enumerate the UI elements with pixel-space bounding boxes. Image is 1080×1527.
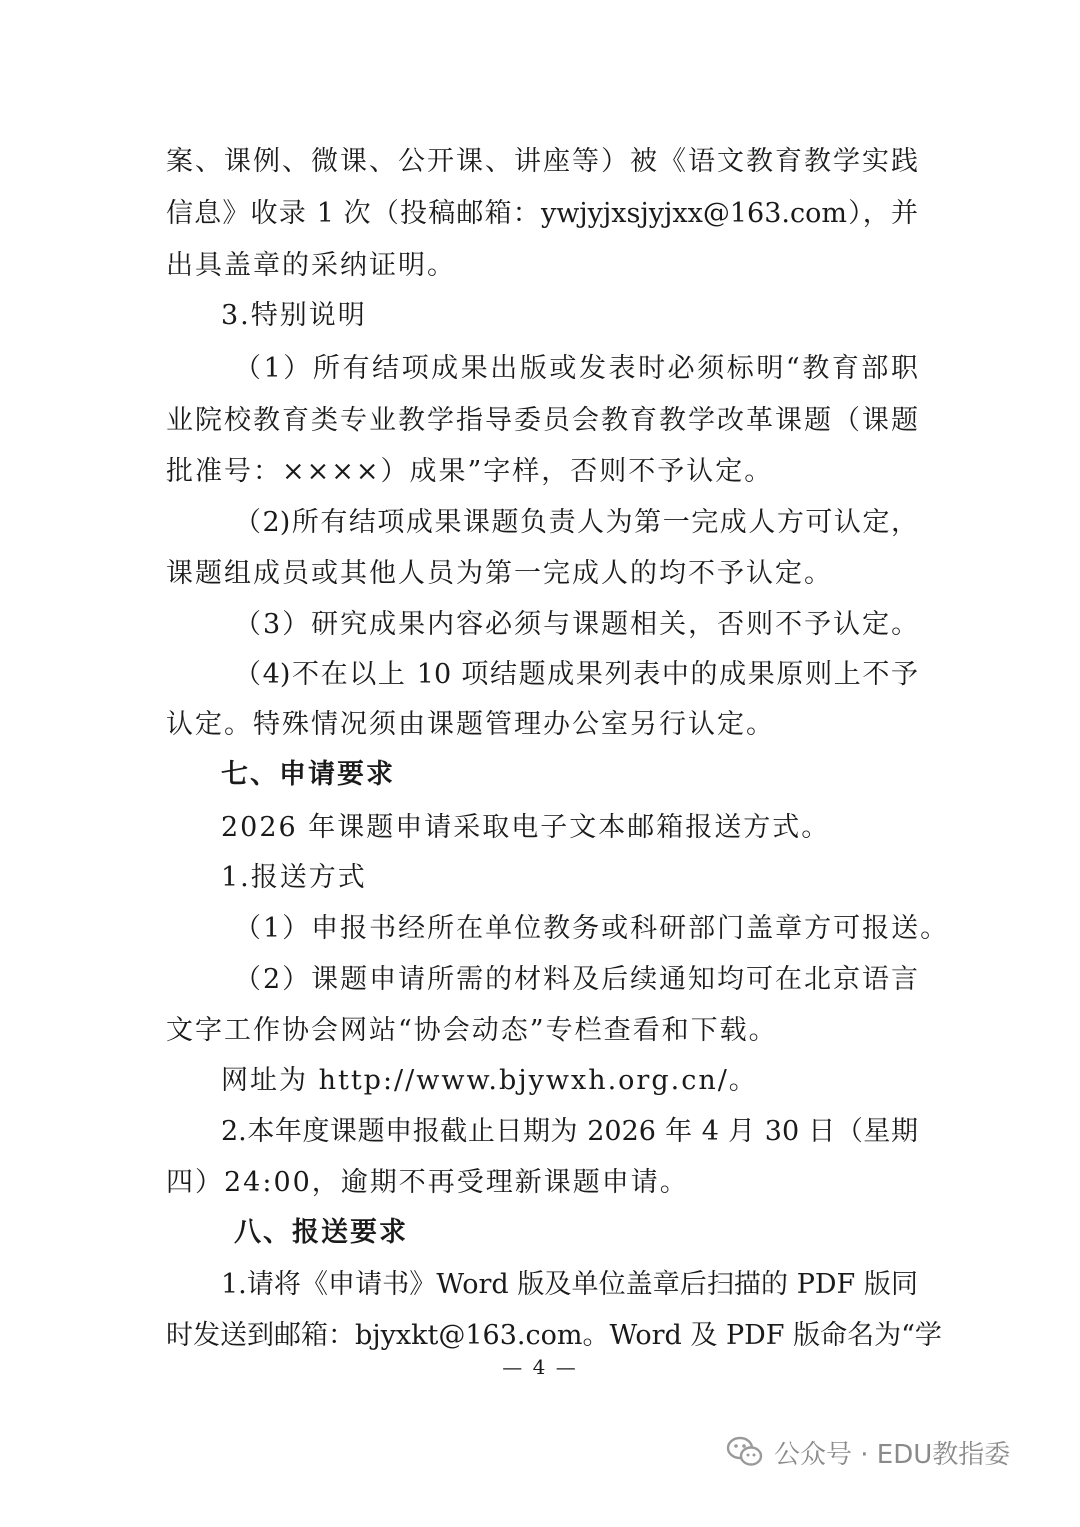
body-line: 批准号：××××）成果”字样，否则不予认定。 [166, 456, 774, 487]
body-line: 2026 年课题申请采取电子文本邮箱报送方式。 [221, 812, 831, 843]
body-line: 信息》收录 1 次（投稿邮箱：ywjyjxsjyjxx@163.com），并 [166, 198, 918, 229]
body-line: 2.本年度课题申报截止日期为 2026 年 4 月 30 日（星期 [221, 1116, 918, 1147]
body-line: （3）研究成果内容必须与课题相关，否则不予认定。 [234, 609, 921, 640]
body-line: 四）24:00，逾期不再受理新课题申请。 [166, 1167, 689, 1198]
watermark-text: 公众号 · EDU教指委 [774, 1439, 1011, 1470]
body-line: 出具盖章的采纳证明。 [166, 250, 456, 281]
body-line: 时发送到邮箱：bjyxkt@163.com。Word 及 PDF 版命名为“学 [166, 1320, 942, 1351]
section-heading: 七、申请要求 [221, 759, 395, 790]
body-line: （4)不在以上 10 项结题成果列表中的成果原则上不予 [234, 659, 918, 690]
body-line: （1）所有结项成果出版或发表时必须标明“教育部职 [234, 353, 918, 384]
subsection-heading: 3.特别说明 [221, 300, 367, 331]
body-line: （2)所有结项成果课题负责人为第一完成人方可认定， [234, 507, 918, 538]
body-line: 案、课例、微课、公开课、讲座等）被《语文教育教学实践 [166, 146, 918, 177]
body-line: （2）课题申请所需的材料及后续通知均可在北京语言 [234, 964, 918, 995]
wechat-icon [726, 1435, 764, 1469]
website-line: 网址为 http://www.bjywxh.org.cn/。 [221, 1065, 758, 1096]
body-line: 文字工作协会网站“协会动态”专栏查看和下载。 [166, 1015, 778, 1046]
body-line: 课题组成员或其他人员为第一完成人的均不予认定。 [166, 558, 833, 589]
body-line: 业院校教育类专业教学指导委员会教育教学改革课题（课题 [166, 405, 918, 436]
body-line: 认定。特殊情况须由课题管理办公室另行认定。 [166, 709, 775, 740]
watermark [726, 1432, 1010, 1472]
section-heading: 八、报送要求 [234, 1217, 408, 1248]
page-number: — 4 — [502, 1355, 578, 1379]
body-line: （1）申报书经所在单位教务或科研部门盖章方可报送。 [234, 913, 950, 944]
body-line: 1.请将《申请书》Word 版及单位盖章后扫描的 PDF 版同 [221, 1269, 918, 1300]
subsection-heading: 1.报送方式 [221, 862, 367, 893]
